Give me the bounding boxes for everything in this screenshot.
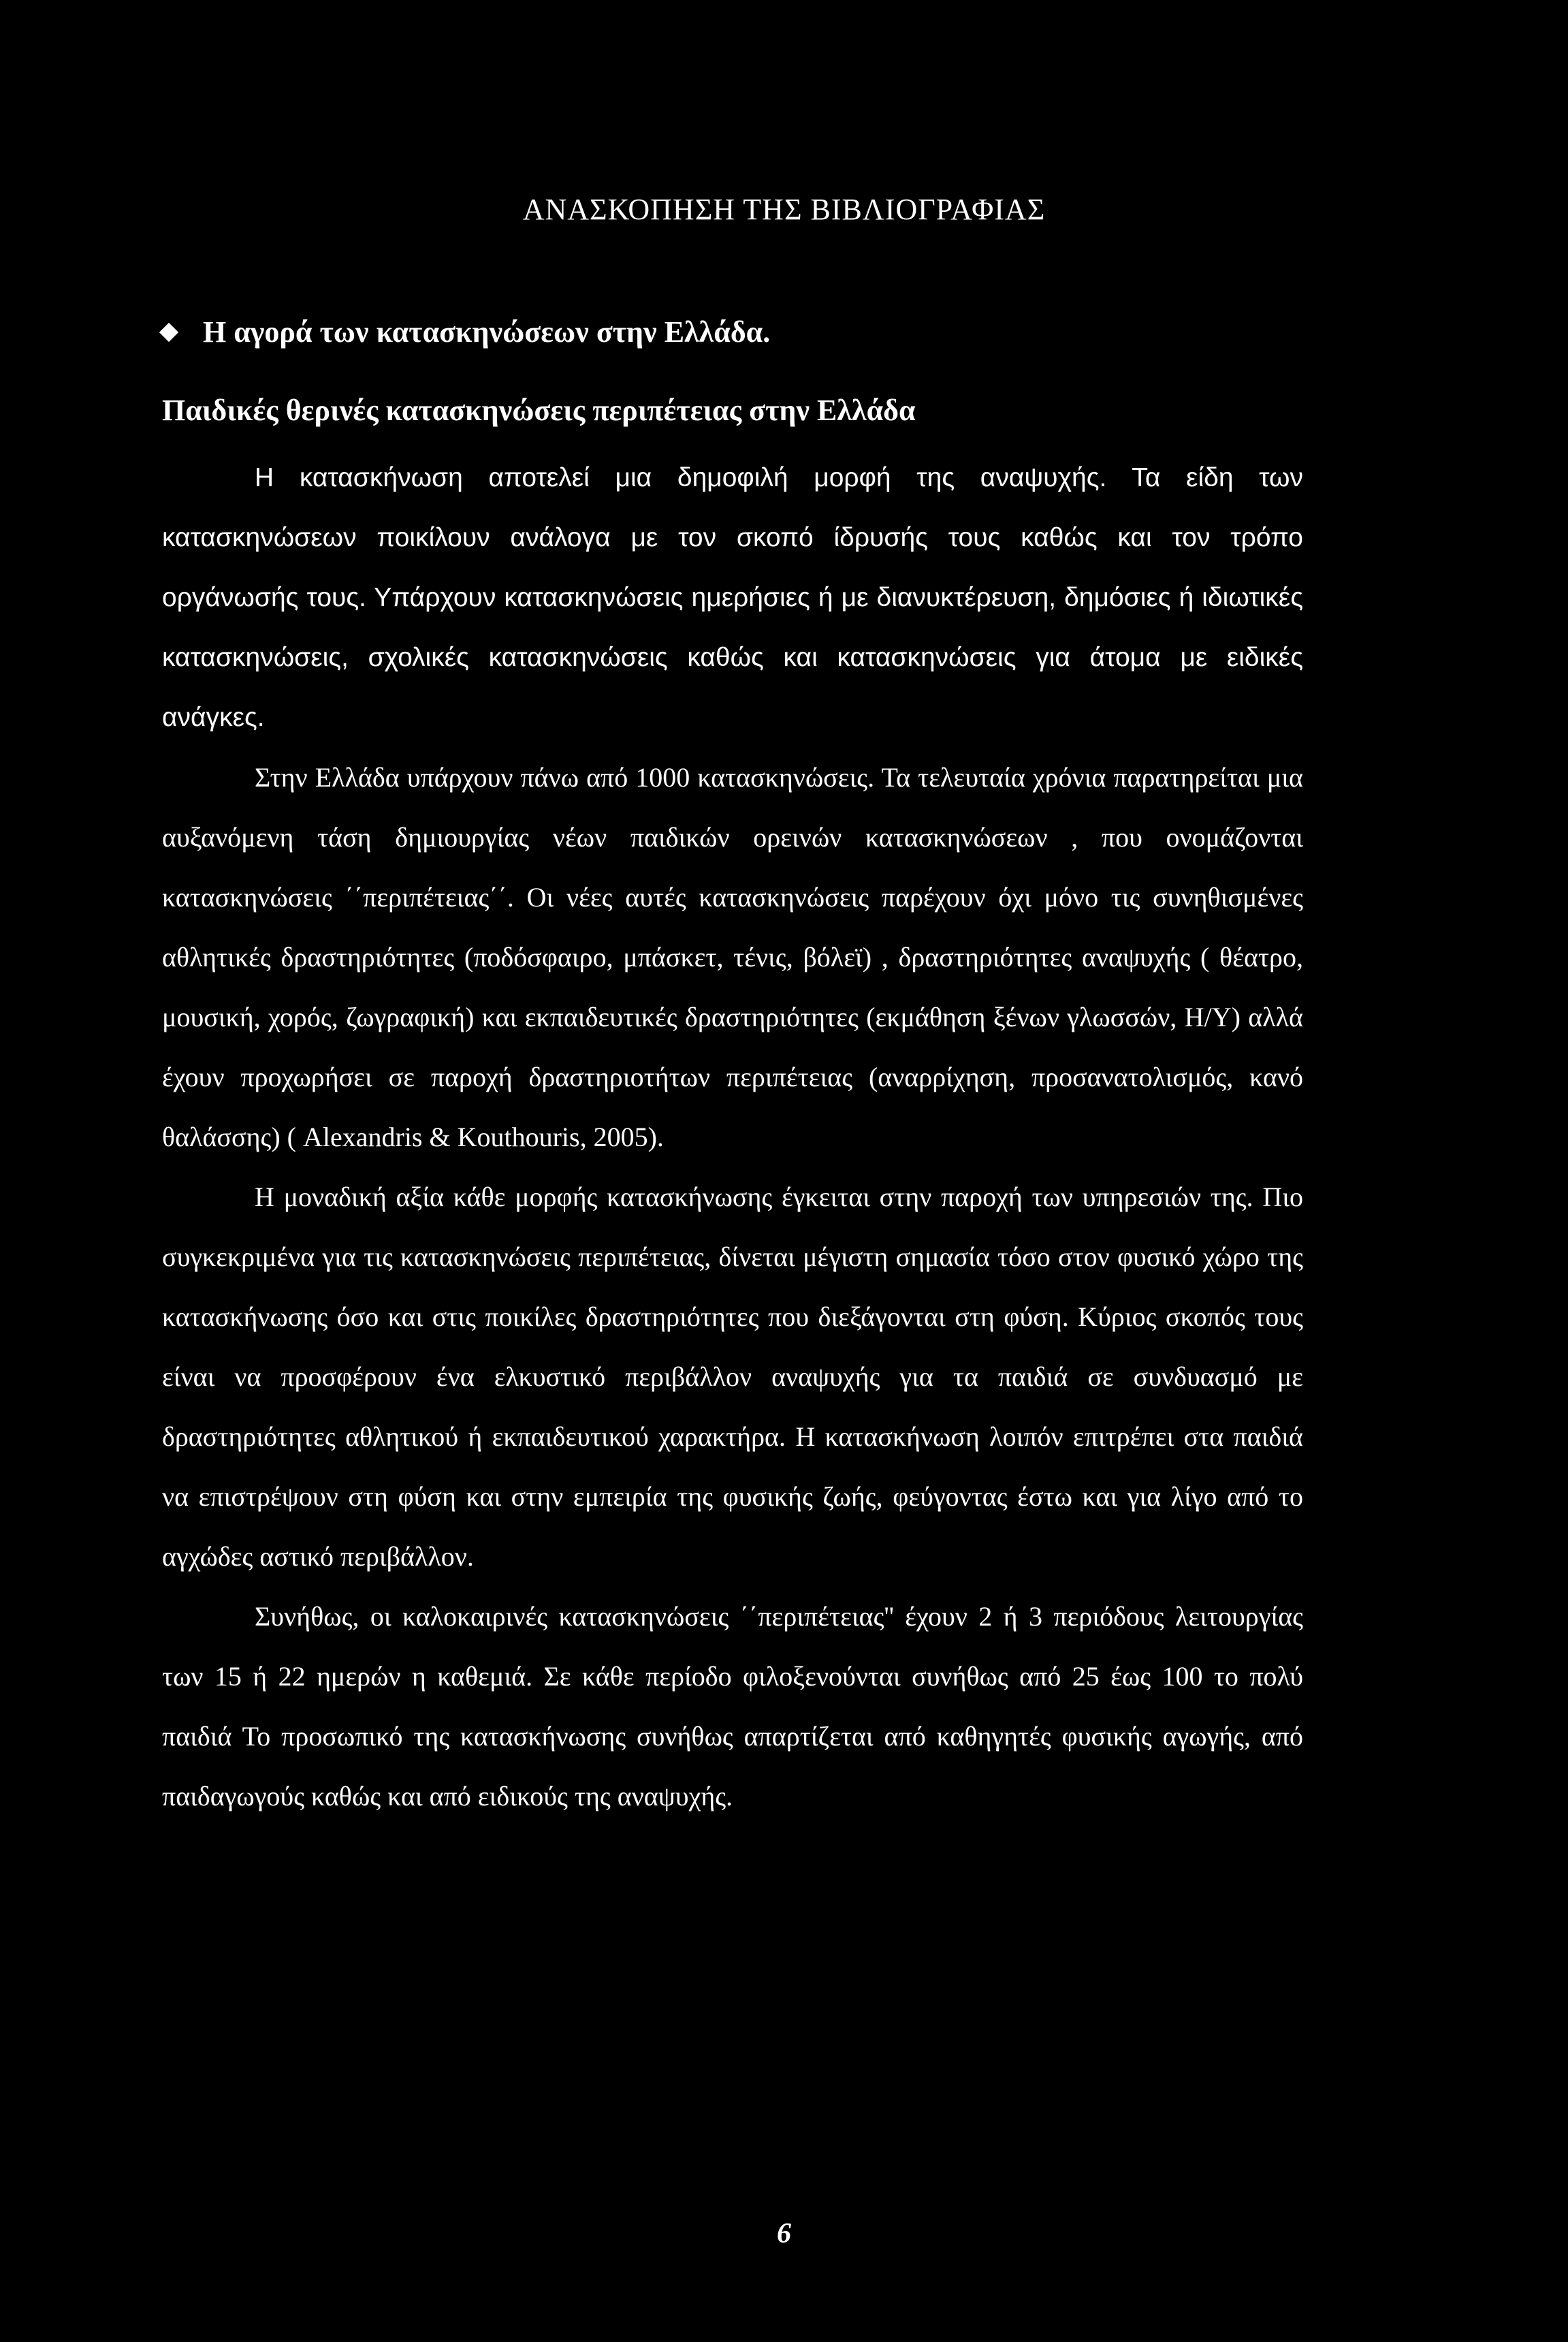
- section-heading: [162, 312, 770, 353]
- paragraph-camping-types: Η κατασκήνωση αποτελεί μια δημοφιλή μορφή της αναψυχής. Τα είδη των κατασκηνώσεων ποικίλουν ανάλογα με τον σκοπό ίδρυσής τους καθώς και τον τρόπο οργάνωσής τους. Υπάρχουν κατασκηνώσεις ημερήσιες ή με διανυκτέρευση, δημόσιες ή ιδιωτικές κατασκηνώσεις, σχολικές κατασκηνώσεις καθώς και κατασκηνώσεις για άτομα με ειδικές ανάγκες.: [162, 463, 1303, 732]
- body-text: [162, 448, 1303, 1826]
- paragraph-adventure-camps: Στην Ελλάδα υπάρχουν πάνω από 1000 κατασκηνώσεις. Τα τελευταία χρόνια παρατηρείται μια αυξανόμενη τάση δημιουργίας νέων παιδικών ορεινών κατασκηνώσεων , που ονομάζονται κατασκηνώσεις ΄΄περιπέτειας΄΄. Οι νέες αυτές κατασκηνώσεις παρέχουν όχι μόνο τις συνηθισμένες αθλητικές δραστηριότητες (ποδόσφαιρο, μπάσκετ, τένις, βόλεϊ) , δραστηριότητες αναψυχής ( θέατρο, μουσική, χορός, ζωγραφική) και εκπαιδευτικές δραστηριότητες (εκμάθηση ξένων γλωσσών, Η/Υ) αλλά έχουν προχωρήσει σε παροχή δραστηριοτήτων περιπέτειας (αναρρίχηση, προσανατολισμός, κανό θαλάσσης) ( Alexandris & Kouthouris, 2005).: [162, 762, 1303, 1152]
- diamond-bullet-icon: [159, 323, 178, 342]
- section-heading-text: Η αγορά των κατασκηνώσεων στην Ελλάδα.: [203, 315, 771, 349]
- paragraph-camp-periods: Συνήθως, οι καλοκαιρινές κατασκηνώσεις ΄΄περιπέτειας'' έχουν 2 ή 3 περιόδους λειτουργίας των 15 ή 22 ημερών η καθεμιά. Σε κάθε περίοδο φιλοξενούνται συνήθως από 25 έως 100 το πολύ παιδιά Το προσωπικό της κατασκήνωσης συνήθως απαρτίζεται από καθηγητές φυσικής αγωγής, από παιδαγωγούς καθώς και από ειδικούς της αναψυχής.: [162, 1601, 1303, 1811]
- page-number: 6: [777, 2218, 791, 2249]
- paragraph-camp-value: Η μοναδική αξία κάθε μορφής κατασκήνωσης έγκειται στην παροχή των υπηρεσιών της. Πιο συγκεκριμένα για τις κατασκηνώσεις περιπέτειας, δίνεται μέγιστη σημασία τόσο στον φυσικό χώρο της κατασκήνωσης όσο και στις ποικίλες δραστηριότητες που διεξάγονται στη φύση. Κύριος σκοπός τους είναι να προσφέρουν ένα ελκυστικό περιβάλλον αναψυχής για τα παιδιά σε συνδυασμό με δραστηριότητες αθλητικού ή εκπαιδευτικού χαρακτήρα. Η κατασκήνωση λοιπόν επιτρέπει στα παιδιά να επιστρέψουν στη φύση και στην εμπειρία της φυσικής ζωής, φεύγοντας έστω και για λίγο από το αγχώδες αστικό περιβάλλον.: [162, 1182, 1303, 1572]
- subsection-heading: Παιδικές θερινές κατασκηνώσεις περιπέτειας στην Ελλάδα: [162, 394, 916, 427]
- page-title: ΑΝΑΣΚΟΠΗΣΗ ΤΗΣ ΒΙΒΛΙΟΓΡΑΦΙΑΣ: [522, 193, 1046, 226]
